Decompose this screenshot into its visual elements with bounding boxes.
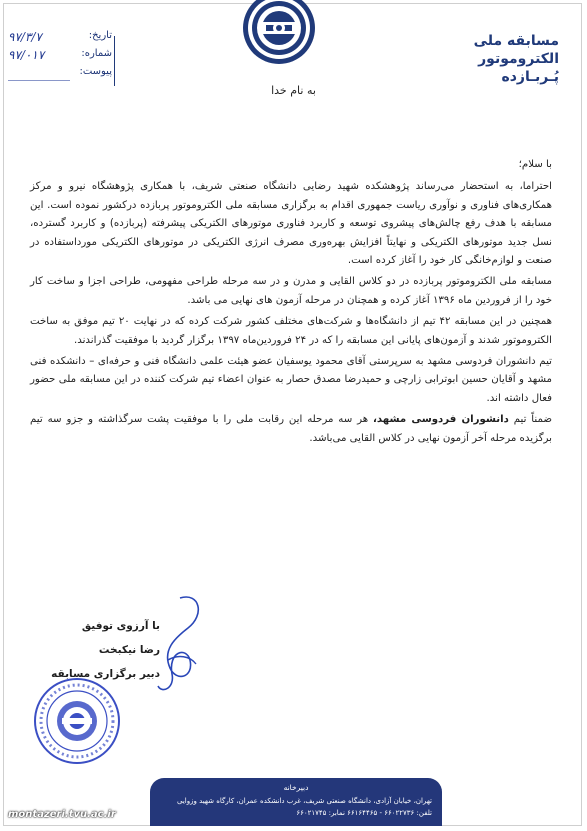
- competition-logo: [240, 0, 318, 66]
- paragraph-5: [30, 411, 552, 448]
- greeting: با سلام؛: [518, 159, 552, 170]
- brand-line-2: الکتروموتور: [478, 51, 559, 67]
- footer-phones: تلفن: ۶۶۰۲۲۷۳۶ - ۶۶۱۶۴۴۶۵ نمابر: ۶۶۰۲۱۷۴۵: [296, 809, 432, 817]
- meta-divider: [114, 36, 115, 86]
- attachment-row: [8, 66, 118, 84]
- number-value: ۹۷/۰۱۷: [8, 48, 45, 62]
- official-stamp: [32, 676, 122, 766]
- number-label: شماره:: [81, 48, 112, 59]
- date-value: ۹۷/۳/۷: [8, 30, 42, 44]
- date-label: تاریخ:: [88, 30, 112, 41]
- footer-bar: [150, 778, 442, 826]
- paragraph-1: احتراما، به استحضار می‌رساند پژوهشکده شهید رضایی دانشگاه صنعتی شریف، با همکاری پژوهشگاه نیرو و مرکز همکاری‌های فناوری و نوآوری ریاست جمهوری اقدام به برگزاری مسابقه ملی الکتروموتور پربازده درکشور نموده است. این مسابقه با هدف رفع چالش‌های پیشروی توسعه و کاربرد فناوری موتورهای الکتریکی پیشرفته (پربازده) و کاربرد گسترده، نسل جدید موتورهای الکتریکی و نهایتاً افزایش بهره‌وری مصرف انرژی الکتریکی در موتورهای الکتریکی مورداستفاده در صنعت و لوازم‌خانگی کار خود را آغاز کرده است.: [30, 181, 552, 267]
- paragraph-2: مسابقه ملی الکتروموتور پربازده در دو کلاس القایی و مدرن و در سه مرحله طراحی مفهومی، طراحی اجزا و ساخت کار خود را از فروردین ماه ۱۳۹۶ آغاز کرده و همچنان در مرحله آزمون های نهایی می باشد.: [30, 276, 552, 306]
- handwritten-signature: [150, 590, 210, 700]
- site-watermark: montazeri.tvu.ac.ir: [8, 809, 116, 820]
- basmala: به نام خدا: [271, 84, 316, 97]
- paragraph-3: همچنین در این مسابقه ۴۲ تیم از دانشگاه‌ها و شرکت‌های مختلف کشور شرکت کرده که در نهایت ۲۰ تیم موفق به ساخت الکتروموتور شدند و آزمون‌های پایانی این مسابقه را که در ۲۴ فروردین‌ماه ۱۳۹۷ برگزار گردید با موفقیت گذراندند.: [30, 316, 553, 346]
- closing-wish: با آرزوی توفیق: [81, 620, 160, 632]
- paragraph-5-post: هر سه مرحله این رقابت ملی را با موفقیت پشت سرگذاشته و جزو سه تیم برگزیده مرحله آخر آزمون نهایی در کلاس القایی می‌باشد.: [30, 414, 552, 444]
- date-row: [8, 30, 118, 48]
- letter-meta: [8, 30, 118, 84]
- attachment-label: پیوست:: [79, 66, 112, 77]
- brand-title: [449, 32, 559, 86]
- gear-logo-icon: [240, 0, 318, 66]
- number-row: [8, 48, 118, 66]
- brand-line-3: پُـربـازده: [501, 69, 559, 85]
- footer-title: دبیرخانه: [283, 783, 309, 792]
- footer-address: تهران، خیابان آزادی، دانشگاه صنعتی شریف، غرب دانشکده عمران، کارگاه شهید وزوایی: [177, 797, 432, 805]
- signer-title: دبیر برگزاری مسابقه: [51, 668, 160, 680]
- signer-name: رضا نیکبخت: [98, 644, 160, 656]
- paragraph-4: تیم دانشوران فردوسی مشهد به سرپرستی آقای محمود یوسفیان عضو هیئت علمی دانشگاه فنی و حرفه‌ای – دانشکده فنی مشهد و آقایان حسین ابوترابی زارچی و حمیدرضا مصدق حصار به عنوان اعضاء تیم شرکت کننده در این مسابقه ملی حضور فعال داشته اند.: [30, 356, 552, 404]
- brand-line-1: مسابقه ملی: [473, 33, 559, 49]
- team-name-bold: دانشوران فردوسی مشهد،: [373, 414, 509, 426]
- paragraph-5-pre: ضمناً تیم: [508, 414, 552, 426]
- attachment-line: [8, 80, 70, 81]
- letter-body: [30, 156, 552, 451]
